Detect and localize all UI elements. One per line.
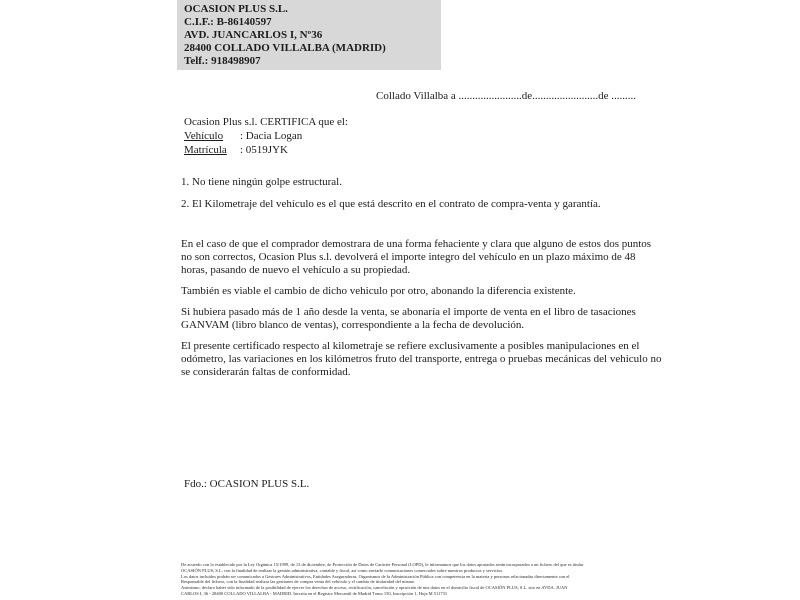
legal-line: Responsable del fichero, con la finalidad realizar las gestiones de compra venta del vehículo y el cambio de titularidad del mismo. [181,579,416,585]
signature-line: Fdo.: OCASION PLUS S.L. [184,478,310,490]
letterhead-cif: C.I.F.: B-86140597 [184,16,272,28]
vehicle-line [184,129,348,143]
vehicle-value: : Dacia Logan [240,130,303,142]
letterhead-city: 28400 COLLADO VILLALBA (MADRID) [184,42,386,54]
body-paragraphs [181,238,663,387]
legal-line: De acuerdo con lo establecido por la Ley Orgánica 15/1999, de 13 de diciembre, de Protección de Datos de Carácter Personal (LOPD), le informamos que los datos aportados serán incorporados a un fichero del que es titular [181,562,584,567]
letterhead-company: OCASION PLUS S.L. [184,3,288,15]
paragraph-odometer: El presente certificado respecto al kilometraje se refiere exclusivamente a posibles manipulaciones en el odómetro, las variaciones en los kilómetros fruto del transporte, entrega o pruebas mecánicas del vehiculo no se considerarán faltas de conformidad. [181,340,662,378]
plate-label: Matrícula [184,144,227,156]
point-2: 2. El Kilometraje del vehículo es el que está descrito en el contrato de compra-venta y garantía. [181,198,601,210]
legal-line: CARLOS I, 36 - 28400 COLLADO VILLALBA - MADRID. Inscrita en el Registro Mercantil de Madrid Tomo 150, Inscripción 1, Hoja M 511731 [181,590,448,596]
certification-block [184,115,348,157]
legal-line: Los datos incluidos podrán ser comunicados a Gestores Administrativos, Entidades Aseguradoras, Organismos de la Administración Pública con competencia en la materia y personas relacionadas directamente con el [181,573,570,579]
paragraph-exchange: También es viable el cambio de dicho vehiculo por otro, abonando la diferencia existente. [181,285,576,297]
letterhead-address: AVD. JUANCARLOS I, Nº36 [184,29,323,41]
date-line: Collado Villalba a .......................de........................de ......... [376,90,637,102]
legal-line: OCASIÓN PLUS, S.L. con la finalidad de realizar la gestión administrativa, contable y fiscal, así como enviarle comunicaciones comerciales sobre nuestros productos y servicios. [181,567,504,573]
numbered-points [181,176,681,220]
paragraph-refund: En el caso de que el comprador demostrara de una forma fehaciente y clara que alguno de estos dos puntos no son correctos, Ocasion Plus s.l. devolverá el importe integro del vehículo en un plazo máximo de 48 horas, pasando de nuevo el vehículo a su propiedad. [181,238,652,276]
letterhead-box [177,0,441,70]
letterhead-phone: Telf.: 918498907 [184,55,261,67]
plate-value: : 0519JYK [240,144,288,156]
vehicle-label: Vehículo [184,130,224,142]
certification-intro: Ocasion Plus s.l. CERTIFICA que el: [184,116,349,128]
paragraph-ganvam: Si hubiera pasado más de 1 año desde la venta, se abonaría el importe de venta en el libro de tasaciones GANVAM (libro blanco de ventas), correspondiente a la fecha de devolución. [181,306,636,331]
plate-line [184,143,348,157]
legal-fine-print [181,562,583,597]
legal-line: Asimismo, declaro haber sido informado de la posibilidad de ejercer los derechos de acceso, rectificación, cancelación y oposición de mis datos en el domicilio fiscal de OCASIÓN PLUS, S.L. sito en AVDA. JUAN [181,585,568,591]
point-1: 1. No tiene ningún golpe estructural. [181,176,342,188]
